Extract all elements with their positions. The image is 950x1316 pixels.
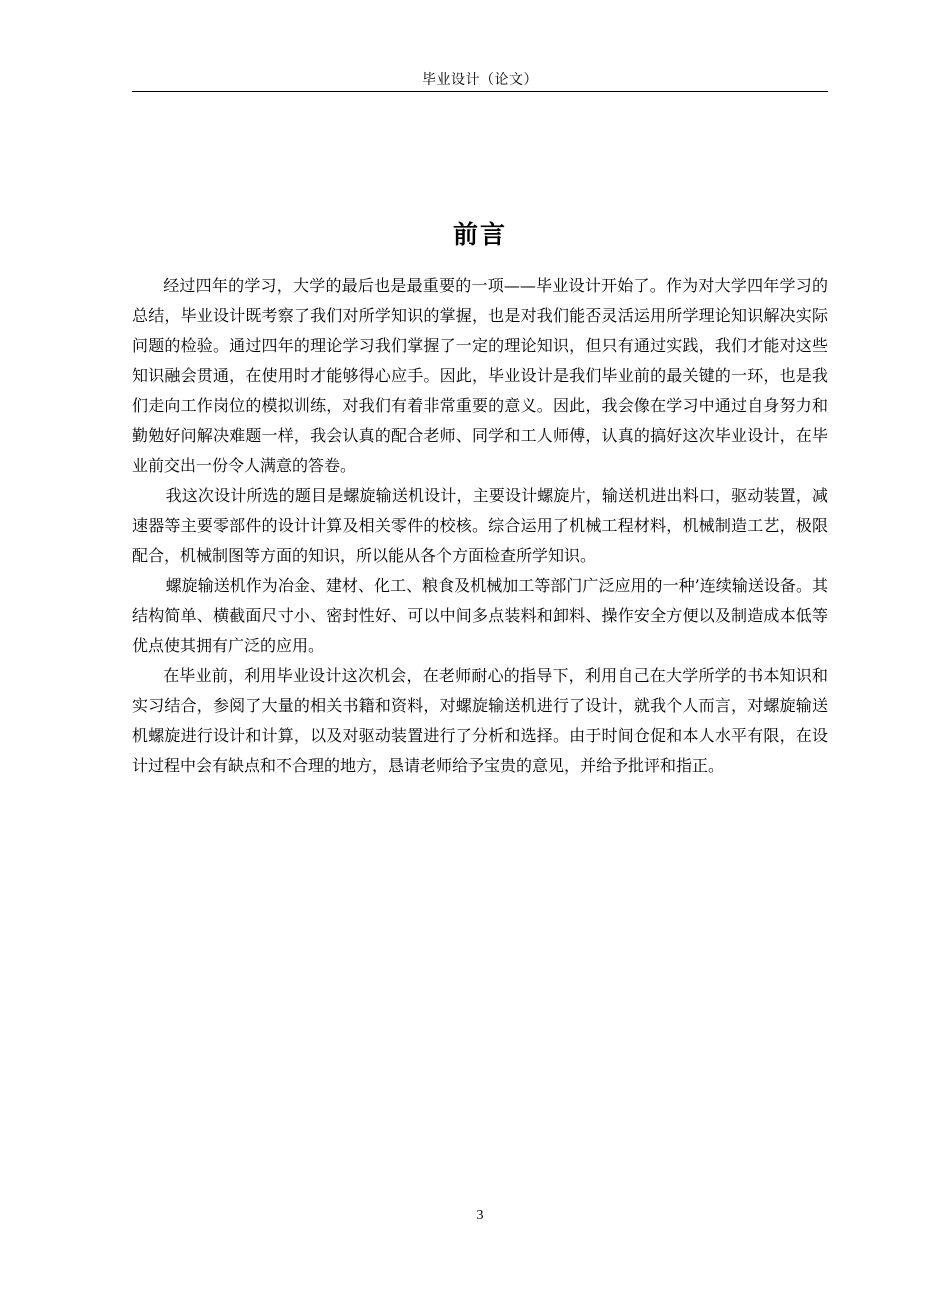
header-rule — [132, 91, 828, 92]
paragraph-4: 在毕业前，利用毕业设计这次机会，在老师耐心的指导下，利用自己在大学所学的书本知识和实习结合，参阅了大量的相关书籍和资料，对螺旋输送机进行了设计，就我个人而言，对螺旋输送机螺旋进行设计和计算，以及对驱动装置进行了分析和选择。由于时间仓促和本人水平有限，在设计过程中会有缺点和不合理的地方，恳请老师给予宝贵的意见，并给予批评和指正。 — [132, 666, 828, 775]
page-title: 前言 — [452, 219, 507, 249]
page-number: 3 — [476, 1208, 484, 1223]
paragraph-2: 我这次设计所选的题目是螺旋输送机设计，主要设计螺旋片，输送机进出料口，驱动装置，减速器等主要零部件的设计计算及相关零件的校核。综合运用了机械工程材料，机械制造工艺，极限配合，机械制图等方面的知识，所以能从各个方面检查所学知识。 — [132, 486, 828, 565]
paragraph-1: 经过四年的学习，大学的最后也是最重要的一项——毕业设计开始了。作为对大学四年学习的总结，毕业设计既考察了我们对所学知识的掌握，也是对我们能否灵活运用所学理论知识解决实际问题的检验。通过四年的理论学习我们掌握了一定的理论知识，但只有通过实践，我们才能对这些知识融会贯通，在使用时才能够得心应手。因此，毕业设计是我们毕业前的最关键的一环，也是我们走向工作岗位的模拟训练，对我们有着非常重要的意义。因此，我会像在学习中通过自身努力和勤勉好问解决难题一样，我会认真的配合老师、同学和工人师傅，认真的搞好这次毕业设计，在毕业前交出一份令人满意的答卷。 — [132, 276, 828, 475]
paragraph-3: 螺旋输送机作为冶金、建材、化工、粮食及机械加工等部门广泛应用的一种’连续输送设备。其结构简单、横截面尺寸小、密封性好、可以中间多点装料和卸料、操作安全方便以及制造成本低等优点使其拥有广泛的应用。 — [132, 576, 828, 655]
body-text — [132, 271, 828, 781]
running-header: 毕业设计（论文） — [422, 72, 538, 88]
